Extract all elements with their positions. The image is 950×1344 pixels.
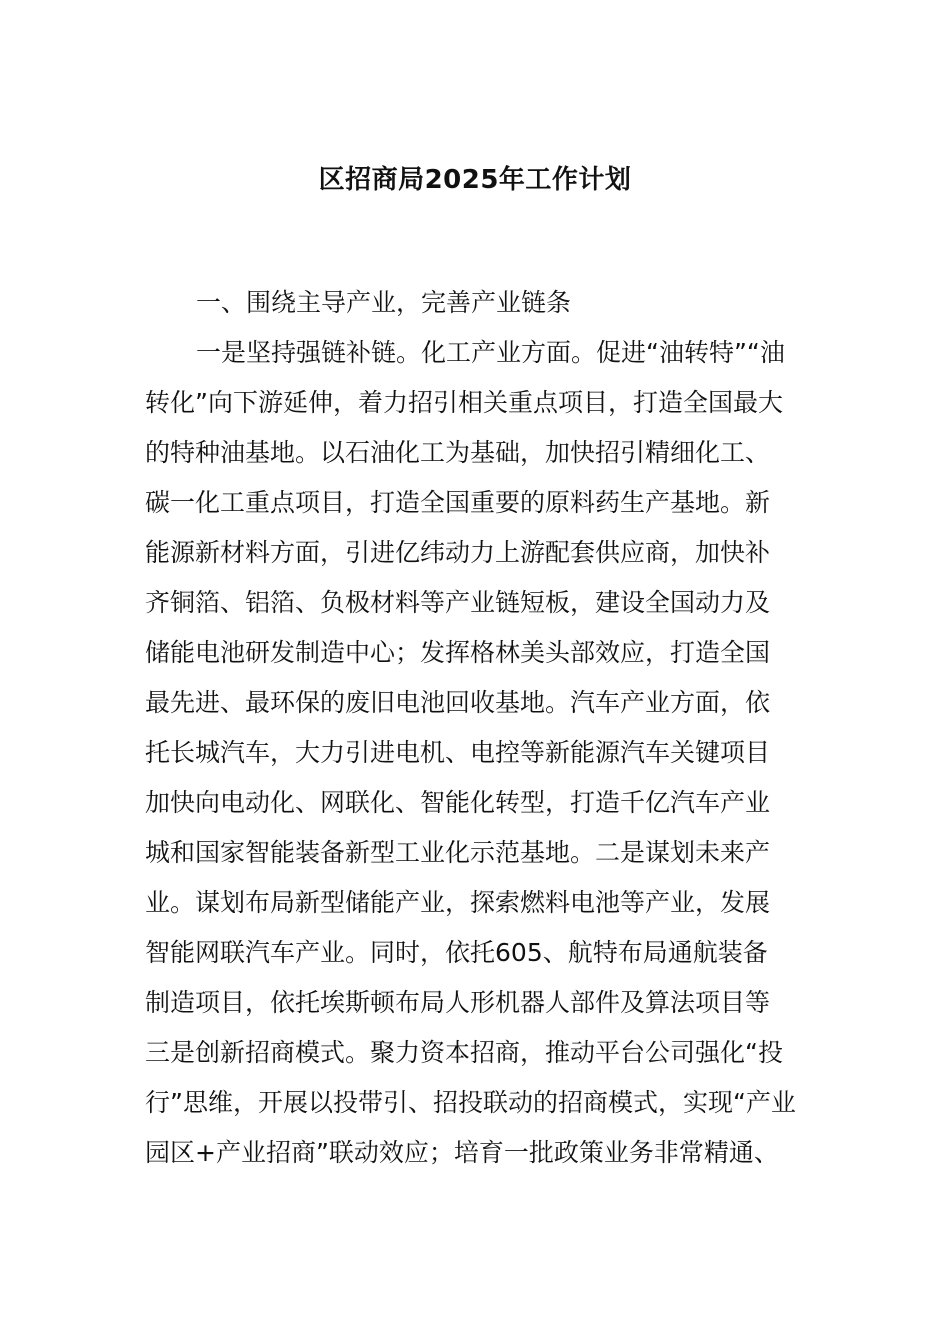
paragraph-line: 业。谋划布局新型储能产业，探索燃料电池等产业，发展: [145, 888, 771, 917]
paragraph-line: 三是创新招商模式。聚力资本招商，推动平台公司强化“投: [145, 1038, 783, 1067]
paragraph-line: 托长城汽车，大力引进电机、电控等新能源汽车关键项目: [145, 738, 771, 767]
paragraph-line: 齐铜箔、铝箔、负极材料等产业链短板，建设全国动力及: [145, 588, 771, 617]
section-heading: 一、围绕主导产业，完善产业链条: [196, 288, 572, 317]
paragraph-line: 最先进、最环保的废旧电池回收基地。汽车产业方面，依: [145, 688, 771, 717]
paragraph-line: 碳一化工重点项目，打造全国重要的原料药生产基地。新: [145, 488, 771, 517]
paragraph-line: 行”思维，开展以投带引、招投联动的招商模式，实现“产业: [145, 1088, 796, 1117]
paragraph-line: 的特种油基地。以石油化工为基础，加快招引精细化工、: [145, 438, 771, 467]
paragraph-line: 制造项目，依托埃斯顿布局人形机器人部件及算法项目等: [145, 988, 771, 1017]
paragraph-line: 转化”向下游延伸，着力招引相关重点项目，打造全国最大: [145, 388, 783, 417]
paragraph-line: 城和国家智能装备新型工业化示范基地。二是谋划未来产: [145, 838, 771, 867]
paragraph-line: 加快向电动化、网联化、智能化转型，打造千亿汽车产业: [145, 788, 771, 817]
document-title: 区招商局2025年工作计划: [318, 165, 632, 195]
paragraph-line: 园区+产业招商”联动效应；培育一批政策业务非常精通、: [145, 1138, 779, 1167]
paragraph-line: 智能网联汽车产业。同时，依托605、航特布局通航装备: [145, 938, 768, 967]
body-paragraph: [145, 333, 815, 1183]
paragraph-line: 能源新材料方面，引进亿纬动力上游配套供应商，加快补: [145, 538, 771, 567]
paragraph-line: 一是坚持强链补链。化工产业方面。促进“油转特”“油: [196, 338, 785, 367]
paragraph-line: 储能电池研发制造中心；发挥格林美头部效应，打造全国: [145, 638, 771, 667]
